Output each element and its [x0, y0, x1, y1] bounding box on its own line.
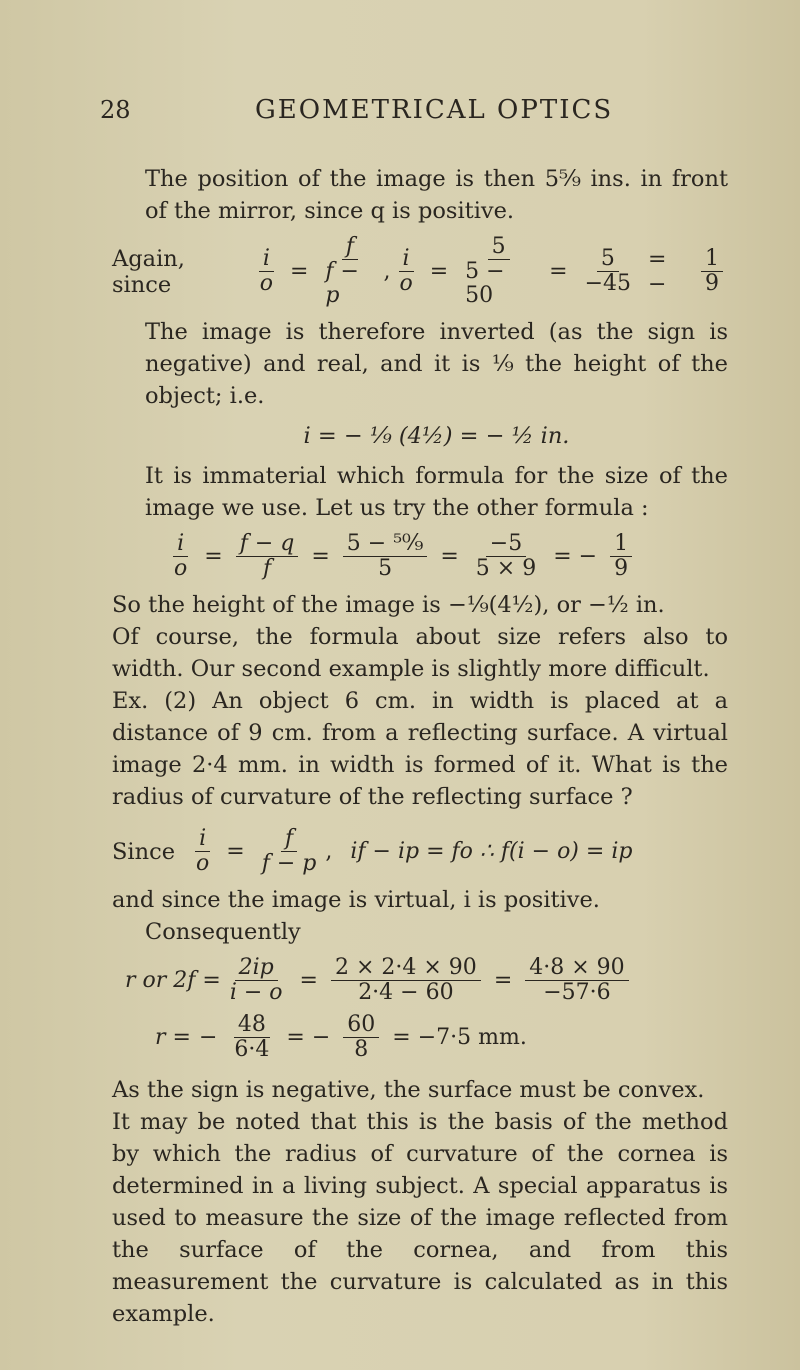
equation-since: Since $\frac{i}{o}$ = $\frac{f}{f - p}$ , if − ip = fo ∴ f(i − o) = ip [112, 826, 633, 876]
fraction: $\frac{5}{-45}$ [584, 246, 632, 296]
fraction: $\frac{i}{o}$ [196, 826, 210, 876]
paragraph-1: The position of the image is then 5⁵⁄₉ ins. in front of the mirror, since q is positive. [145, 166, 728, 224]
fraction: $\frac{\text{5 − ⁵⁰⁄₉}}{5}$ [343, 532, 428, 581]
fraction: $\frac{5}{5 - 50}$ [461, 235, 536, 308]
equation-r-or-2f: r or 2f = $\frac{2ip}{i - o}$ = $\frac{2 \times 2\cdot 4 \times 90}{2\cdot 4 - 60}$ = $\frac{4\cdot 8 \times 90}{-57\cdot 6}$ [125, 956, 728, 1005]
paragraph-4: So the height of the image is −¹⁄₉(4½), or −½ in. [112, 592, 665, 618]
equation-again: Again, since $\frac{i}{o}$ = $\frac{f}{f - p}$ , $\frac{i}{o}$ = $\frac{5}{5 - 50}$ = $\frac{5}{-45}$ = − $\frac{1}{9}$ [112, 235, 728, 308]
fraction: $\frac{f}{f - p}$ [325, 234, 359, 308]
again-since-label: Again, since [112, 245, 185, 298]
fraction: $\frac{i}{o}$ [259, 246, 273, 296]
paragraph-2: The image is therefore inverted (as the sign is negative) and real, and it is ¹⁄₉ the height of the object; i.e. [145, 319, 728, 409]
r-result: = −7·5 mm. [392, 1025, 527, 1050]
fraction: $\frac{f}{f - p}$ [261, 826, 317, 876]
fraction: $\frac{-5}{5 \times 9}$ [475, 531, 537, 581]
equation-other-formula: $\frac{i}{o}$ = $\frac{f - q}{f}$ = $\frac{\text{5 − ⁵⁰⁄₉}}{5}$ = $\frac{-5}{5 \times 9}$ = − $\frac{1}{9}$ [165, 532, 728, 581]
fraction: $\frac{f - q}{f}$ [236, 532, 299, 581]
r-label: r = [155, 1025, 191, 1050]
fraction: $\frac{2ip}{i - o}$ [229, 955, 283, 1005]
fraction: $\frac{i}{o}$ [174, 531, 188, 581]
paragraph-6: Ex. (2) An object 6 cm. in width is placed at a distance of 9 cm. from a reflecting surface. A virtual image 2·4 mm. in width is formed of it. What is the radius of curvature of the reflecting surface ? [112, 688, 728, 810]
paragraph-9: It may be noted that this is the basis of the method by which the radius of curvature of the cornea is determined in a living subject. A special apparatus is used to measure the size of the image reflected from the surface of the cornea, and from this measurement the curvature is calculated as in this example. [112, 1109, 728, 1327]
fraction: $\frac{i}{o}$ [399, 246, 413, 296]
paragraph-7: and since the image is virtual, i is positive. [112, 887, 600, 913]
page-header [100, 95, 728, 125]
fraction: $\frac{1}{9}$ [701, 247, 723, 296]
fraction: $\frac{48}{6\cdot 4}$ [234, 1012, 270, 1062]
paragraph-8: As the sign is negative, the surface must be convex. [112, 1077, 705, 1103]
fraction: $\frac{60}{8}$ [343, 1013, 379, 1062]
fraction: $\frac{2 \times 2\cdot 4 \times 90}{2\cdot 4 - 60}$ [331, 956, 481, 1005]
running-head: GEOMETRICAL OPTICS [255, 95, 614, 125]
consequently-label: Consequently [145, 919, 301, 945]
fraction: $\frac{1}{9}$ [610, 532, 632, 581]
equation-i: i = − ¹⁄₉ (4½) = − ½ in. [303, 423, 570, 449]
page-number: 28 [100, 96, 131, 124]
fraction: $\frac{4\cdot 8 \times 90}{-57\cdot 6}$ [525, 956, 628, 1005]
equation-r: r = − $\frac{48}{6\cdot 4}$ = − $\frac{60}{8}$ = −7·5 mm. [155, 1012, 527, 1062]
paragraph-5: Of course, the formula about size refers also to width. Our second example is slightly more difficult. [112, 624, 728, 682]
since-label: Since [112, 838, 176, 865]
paragraph-3: It is immaterial which formula for the size of the image we use. Let us try the other formula : [145, 463, 728, 521]
since-rest: if − ip = fo ∴ f(i − o) = ip [350, 839, 633, 864]
r-or-label: r or 2f = [125, 968, 221, 993]
